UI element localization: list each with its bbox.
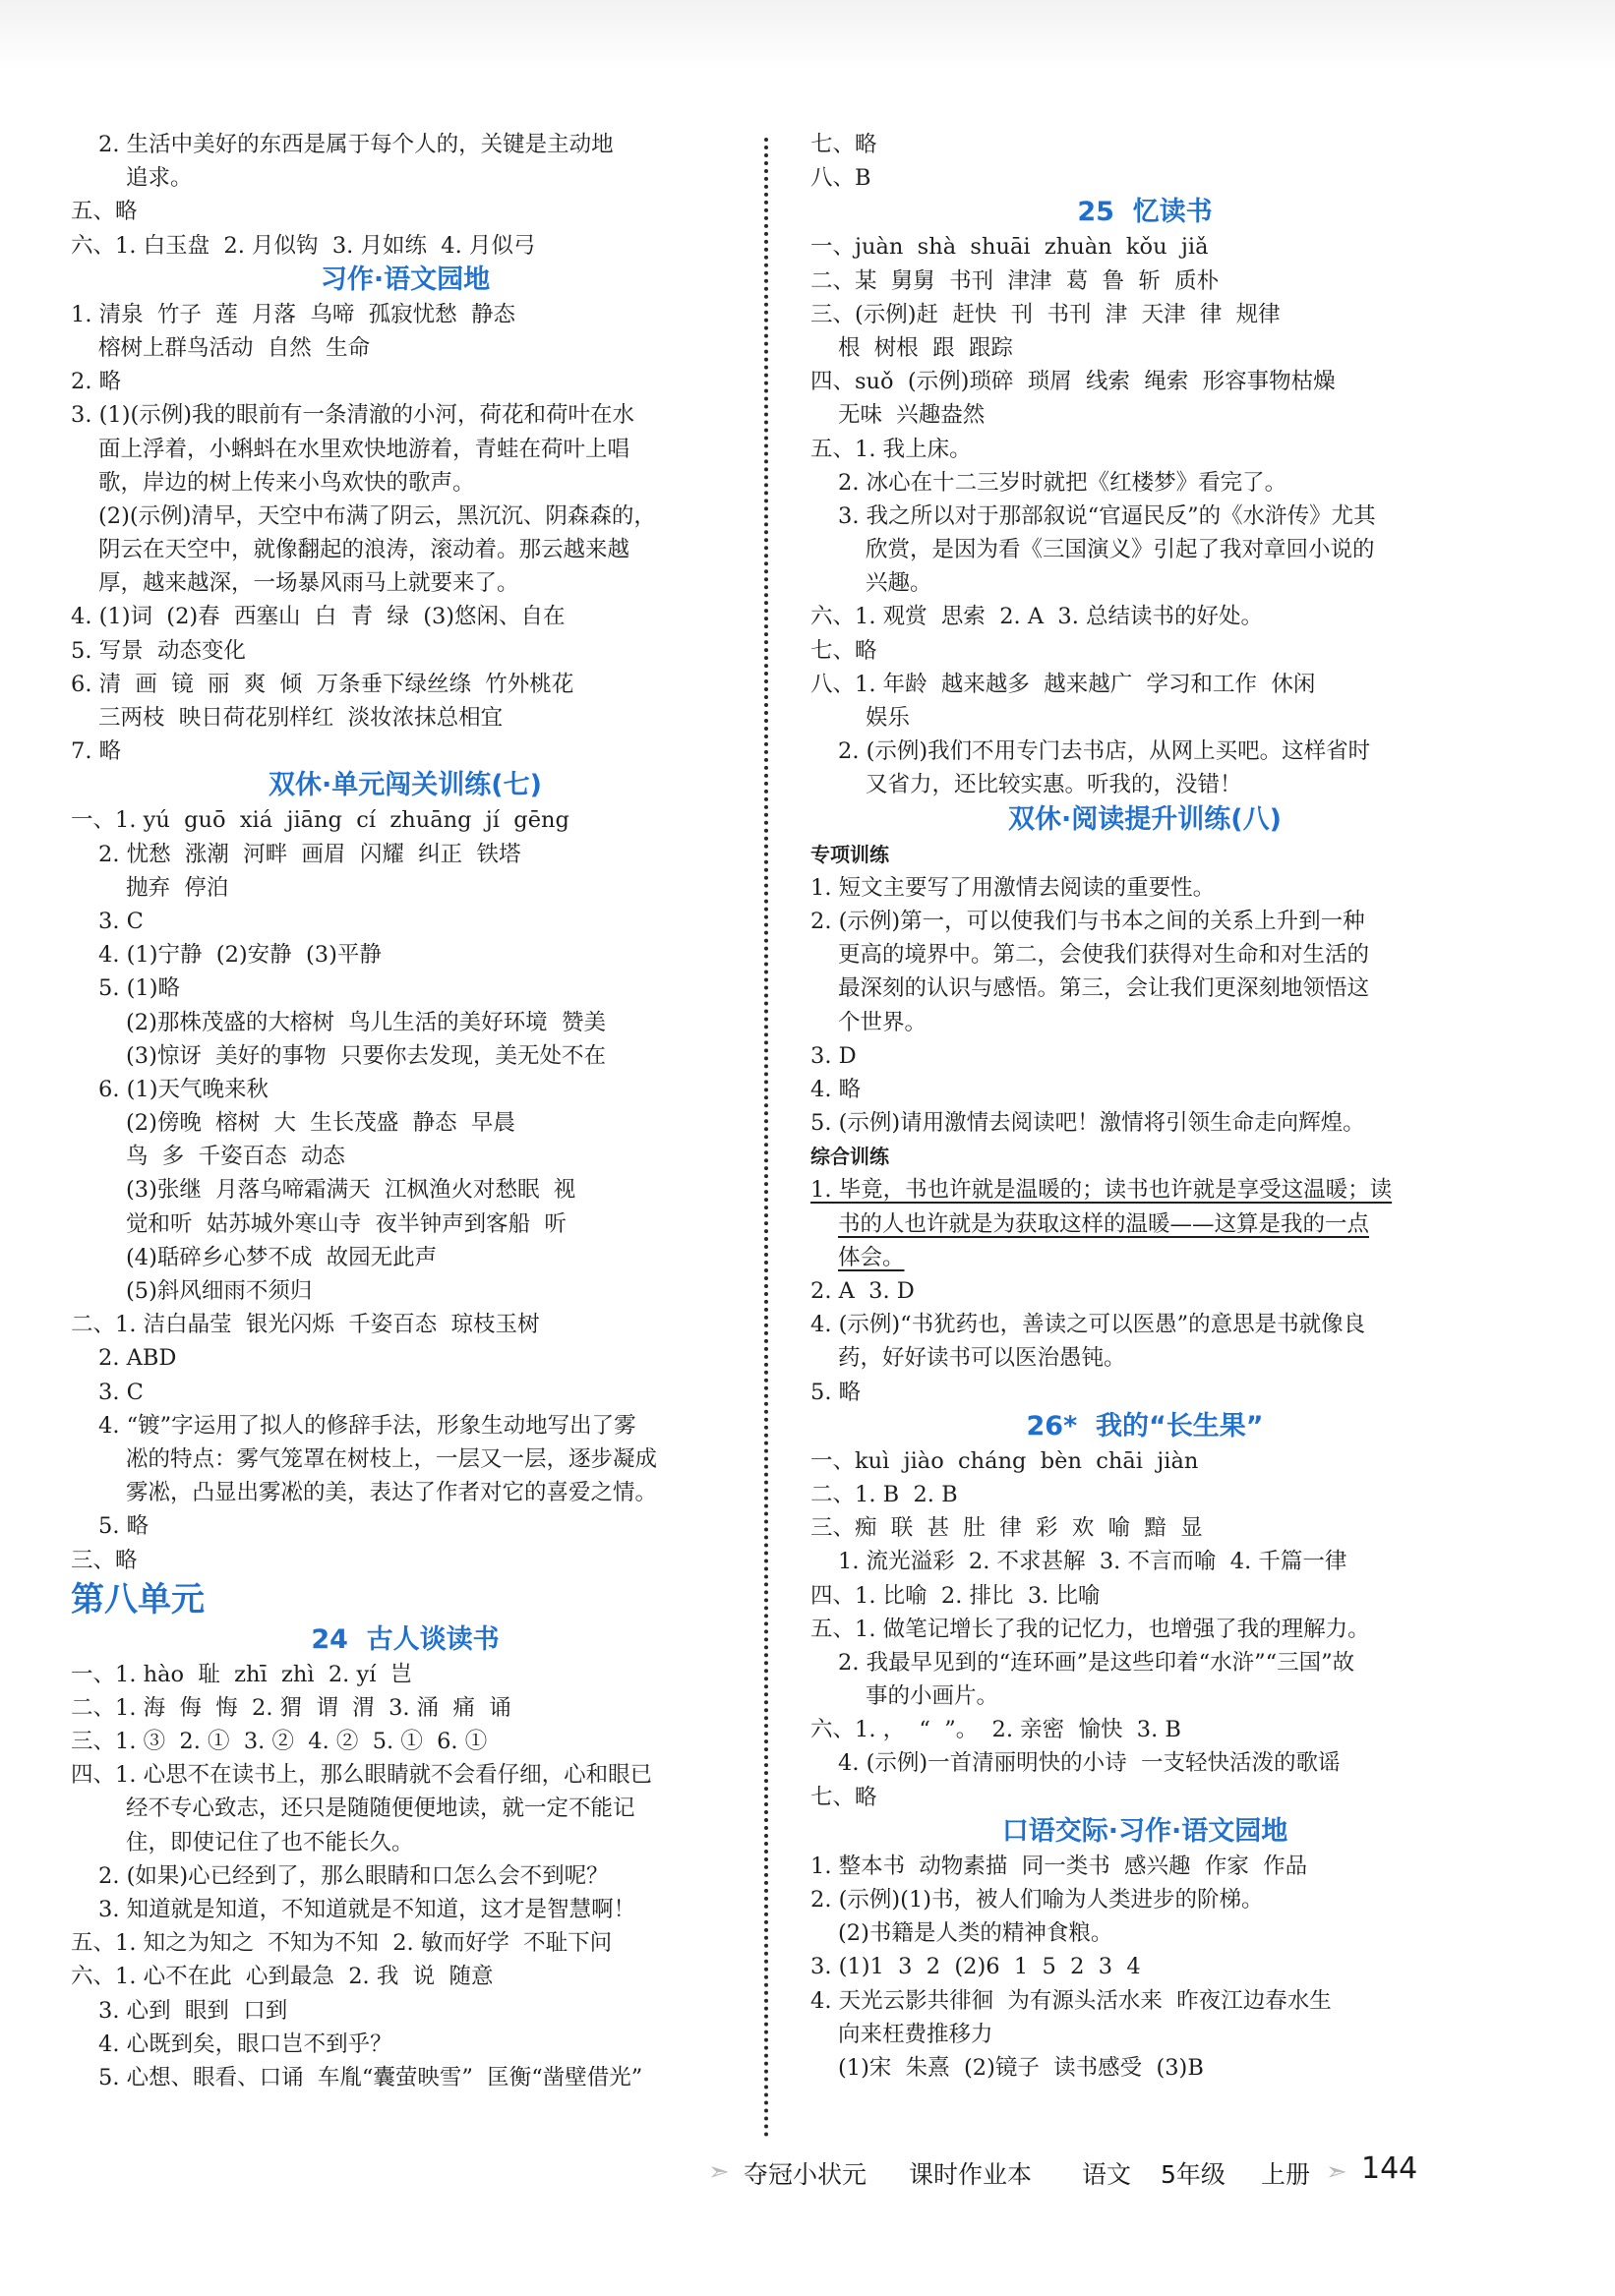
- right-answer-line: (2)书籍是人类的精神食粮。: [838, 1920, 1113, 1947]
- right-answer-line: 4. (示例)一首清丽明快的小诗 一支轻快活泼的歌谣: [838, 1750, 1341, 1777]
- left-answer-line: 抛弃 停泊: [126, 874, 229, 901]
- right-answer-line: 三、(示例)赶 赶快 刊 书刊 津 天津 律 规律: [810, 301, 1281, 327]
- left-answer-line: 1. 清泉 竹子 莲 月落 乌啼 孤寂忧愁 静态: [71, 301, 515, 327]
- left-answer-line: (3)张继 月落乌啼霜满天 江枫渔火对愁眠 视: [126, 1177, 576, 1204]
- left-answer-line: (2)那株茂盛的大榕树 鸟儿生活的美好环境 赞美: [126, 1009, 606, 1035]
- right-answer-line: 事的小画片。: [866, 1683, 999, 1710]
- left-answer-line: 5. 心想、眼看、口诵 车胤“囊萤映雪” 匡衡“凿壁借光”: [98, 2064, 643, 2090]
- right-column: [810, 128, 1479, 2085]
- right-answer-line: 最深刻的认识与感悟。第三，会让我们更深刻地领悟这: [838, 975, 1370, 1002]
- footer-grade: 5年级: [1161, 2160, 1226, 2189]
- right-answer-line: 二、1. B 2. B: [810, 1481, 958, 1507]
- footer-subject: 语文: [1082, 2160, 1132, 2189]
- right-answer-line: 3. 我之所以对于那部叙说“官逼民反”的《水浒传》尤其: [838, 502, 1376, 529]
- right-answer-line: 3. (1)1 3 2 (2)6 1 5 2 3 4: [810, 1954, 1141, 1980]
- right-answer-line: 六、1. 观赏 思索 2. A 3. 总结读书的好处。: [810, 604, 1264, 630]
- left-answer-line: 4. “镀”字运用了拟人的修辞手法，形象生动地写出了雾: [98, 1412, 636, 1439]
- right-answer-line: 4. 略: [810, 1076, 862, 1102]
- right-answer-line: 根 树根 跟 跟踪: [838, 334, 1013, 361]
- left-answer-line: 4. (1)宁静 (2)安静 (3)平静: [98, 942, 382, 969]
- left-answer-line: 二、1. 洁白晶莹 银光闪烁 千姿百态 琼枝玉树: [71, 1312, 540, 1338]
- left-answer-line: (4)聒碎乡心梦不成 故园无此声: [126, 1244, 438, 1270]
- left-answer-line: 阴云在天空中，就像翻起的浪涛，滚动着。那云越来越: [98, 537, 630, 563]
- right-answer-line: 个世界。: [838, 1009, 927, 1035]
- section-heading: 双休·单元闯关训练(七): [269, 770, 542, 801]
- left-answer-line: (2)傍晚 榕树 大 生长茂盛 静态 早晨: [126, 1110, 515, 1137]
- left-answer-line: 追求。: [126, 165, 193, 192]
- left-answer-line: 4. (1)词 (2)春 西塞山 白 青 绿 (3)悠闲、自在: [71, 604, 566, 630]
- right-answer-line: 2. 我最早见到的“连环画”是这些印着“水浒”“三国”故: [838, 1649, 1355, 1676]
- left-answer-line: 3. C: [98, 1379, 144, 1405]
- right-answer-line: 2. (示例)(1)书，被人们喻为人类进步的阶梯。: [810, 1887, 1264, 1913]
- right-answer-line: 1. 整本书 动物素描 同一类书 感兴趣 作家 作品: [810, 1853, 1308, 1879]
- left-answer-line: 5. 写景 动态变化: [71, 637, 246, 664]
- right-answer-line: 八、B: [810, 165, 871, 192]
- left-answer-line: (5)斜风细雨不须归: [126, 1278, 313, 1304]
- left-answer-line: 3. 知道就是知道，不知道就是不知道，这才是智慧啊！: [98, 1897, 636, 1922]
- right-answer-line: 2. 冰心在十二三岁时就把《红楼梦》看完了。: [838, 469, 1287, 496]
- left-answer-line: 雾凇，凸显出雾凇的美，表达了作者对它的喜爱之情。: [126, 1480, 658, 1506]
- left-answer-line: 面上浮着，小蝌蚪在水里欢快地游着，青蛙在荷叶上唱: [98, 436, 630, 462]
- footer-volume: 上册: [1261, 2160, 1311, 2189]
- left-answer-line: 6. (1)天气晚来秋: [98, 1076, 269, 1102]
- left-answer-line: 2. ABD: [98, 1345, 177, 1372]
- left-answer-line: 榕树上群鸟活动 自然 生命: [98, 334, 371, 361]
- right-answer-line: 书的人也许就是为获取这样的温暖——这算是我的一点: [838, 1210, 1370, 1237]
- footer-arrow-icon: ➣: [1326, 2157, 1347, 2187]
- right-answer-line: 2. (示例)我们不用专门去书店，从网上买吧。这样省时: [838, 738, 1371, 765]
- left-answer-line: 3. C: [98, 908, 144, 934]
- left-answer-line: 2. 忧愁 涨潮 河畔 画眉 闪耀 纠正 铁塔: [98, 841, 521, 867]
- right-answer-line: 向来枉费推移力: [838, 2021, 993, 2047]
- left-answer-line: 三、1. ③ 2. ① 3. ② 4. ② 5. ① 6. ①: [71, 1729, 488, 1755]
- section-heading: 习作·语文园地: [320, 264, 491, 295]
- left-answer-line: 7. 略: [71, 738, 122, 765]
- left-answer-line: 二、1. 海 侮 悔 2. 猬 谓 渭 3. 涌 痛 诵: [71, 1694, 511, 1721]
- page-top-shade: [0, 0, 1615, 69]
- footer-book: 课时作业本: [909, 2160, 1033, 2189]
- right-answer-line: 5. (示例)请用激情去阅读吧！激情将引领生命走向辉煌。: [810, 1110, 1365, 1137]
- right-answer-line: 无味 兴趣盎然: [838, 402, 986, 429]
- section-heading: 26* 我的“长生果”: [1026, 1410, 1264, 1442]
- right-answer-line: 八、1. 年龄 越来越多 越来越广 学习和工作 休闲: [810, 671, 1316, 697]
- left-answer-line: 2. (如果)心已经到了，那么眼睛和口怎么会不到呢？: [98, 1862, 609, 1889]
- left-answer-line: 6. 清 画 镜 丽 爽 倾 万条垂下绿丝绦 竹外桃花: [71, 671, 574, 697]
- unit-title: 第八单元: [71, 1579, 205, 1619]
- left-answer-line: 六、1. 白玉盘 2. 月似钩 3. 月如练 4. 月似弓: [71, 232, 536, 259]
- left-answer-line: 厚，越来越深，一场暴风雨马上就要来了。: [98, 570, 519, 597]
- left-answer-line: 4. 心既到矣，眼口岂不到乎？: [98, 2031, 392, 2057]
- footer-brand: 夺冠小状元: [744, 2160, 867, 2189]
- right-answer-line: 四、suǒ (示例)琐碎 琐屑 线索 绳索 形容事物枯燥: [810, 369, 1336, 395]
- right-answer-line: 五、1. 我上床。: [810, 436, 972, 462]
- right-answer-line: 体会。: [838, 1244, 905, 1270]
- left-answer-line: 5. 略: [98, 1513, 150, 1540]
- right-answer-line: 七、略: [810, 637, 877, 664]
- left-answer-line: 四、1. 心思不在读书上，那么眼睛就不会看仔细，心和眼已: [71, 1762, 653, 1789]
- right-answer-line: 5. 略: [810, 1379, 862, 1405]
- left-answer-line: 一、1. hào 耻 zhī zhì 2. yí 岂: [71, 1661, 413, 1687]
- page-footer: [0, 2144, 1615, 2203]
- right-answer-line: 七、略: [810, 1784, 877, 1810]
- right-answer-line: 2. (示例)第一，可以使我们与书本之间的关系上升到一种: [810, 908, 1365, 934]
- section-heading: 口语交际·习作·语文园地: [1001, 1815, 1288, 1847]
- right-answer-line: 药，好好读书可以医治愚钝。: [838, 1345, 1126, 1372]
- left-answer-line: 三两枝 映日荷花别样红 淡妆浓抹总相宜: [98, 705, 504, 731]
- right-answer-line: 一、juàn shà shuāi zhuàn kǒu jiǎ: [810, 234, 1209, 261]
- left-answer-line: 2. 略: [71, 369, 122, 395]
- left-answer-line: 凇的特点：雾气笼罩在树枝上，一层又一层，逐步凝成: [126, 1445, 658, 1472]
- right-answer-line: 1. 毕竟，书也许就是温暖的；读书也许就是享受这温暖；读: [810, 1177, 1393, 1204]
- section-heading: 双休·阅读提升训练(八): [1008, 803, 1282, 835]
- subsection-label: 专项训练: [810, 842, 889, 866]
- left-answer-line: 3. (1)(示例)我的眼前有一条清澈的小河，荷花和荷叶在水: [71, 402, 635, 429]
- right-answer-line: 四、1. 比喻 2. 排比 3. 比喻: [810, 1582, 1101, 1609]
- left-answer-line: (2)(示例)清早，天空中布满了阴云，黑沉沉、阴森森的，: [98, 502, 656, 529]
- left-answer-line: 住，即使记住了也不能长久。: [126, 1829, 414, 1855]
- right-answer-line: 更高的境界中。第二，会使我们获得对生命和对生活的: [838, 942, 1370, 969]
- right-answer-line: 七、略: [810, 132, 877, 157]
- right-answer-line: 欣赏，是因为看《三国演义》引起了我对章回小说的: [866, 537, 1375, 563]
- section-heading: 25 忆读书: [1077, 197, 1213, 228]
- right-answer-line: (1)宋 朱熹 (2)镜子 读书感受 (3)B: [838, 2054, 1204, 2081]
- right-answer-line: 又省力，还比较实惠。听我的，没错！: [866, 772, 1242, 798]
- left-answer-line: 觉和听 姑苏城外寒山寺 夜半钟声到客船 听: [126, 1210, 567, 1237]
- right-answer-line: 一、kuì jiào cháng bèn chāi jiàn: [810, 1447, 1199, 1474]
- right-answer-line: 3. D: [810, 1042, 857, 1069]
- left-answer-line: 鸟 多 千姿百态 动态: [126, 1144, 345, 1170]
- right-answer-line: 1. 短文主要写了用激情去阅读的重要性。: [810, 874, 1216, 901]
- right-answer-line: 六、1. ， “ ”。 2. 亲密 愉快 3. B: [810, 1717, 1181, 1743]
- left-answer-line: 歌，岸边的树上传来小鸟欢快的歌声。: [98, 469, 475, 496]
- left-answer-line: 五、1. 知之为知之 不知为不知 2. 敏而好学 不耻下问: [71, 1930, 613, 1957]
- right-answer-line: 4. (示例)“书犹药也，善读之可以医愚”的意思是书就像良: [810, 1312, 1366, 1338]
- left-answer-line: 一、1. yú guō xiá jiāng cí zhuāng jí gēng: [71, 807, 569, 834]
- right-answer-line: 五、1. 做笔记增长了我的记忆力，也增强了我的理解力。: [810, 1616, 1370, 1642]
- subsection-label: 综合训练: [810, 1145, 889, 1169]
- section-heading: 24 古人谈读书: [311, 1623, 500, 1655]
- left-answer-line: 5. (1)略: [98, 975, 180, 1002]
- footer-page-number: 144: [1361, 2151, 1418, 2186]
- right-answer-line: 1. 流光溢彩 2. 不求甚解 3. 不言而喻 4. 千篇一律: [838, 1549, 1347, 1575]
- left-answer-line: 三、略: [71, 1547, 138, 1573]
- right-answer-line: 二、某 舅舅 书刊 津津 葛 鲁 斩 质朴: [810, 267, 1220, 294]
- right-answer-line: 4. 天光云影共徘徊 为有源头活水来 昨夜江边春水生: [810, 1987, 1332, 2014]
- right-answer-line: 娱乐: [866, 705, 911, 731]
- left-answer-line: 五、略: [71, 199, 138, 225]
- left-answer-line: 经不专心致志，还只是随随便便地读，就一定不能记: [126, 1796, 635, 1822]
- left-answer-line: 六、1. 心不在此 心到最急 2. 我 说 随意: [71, 1964, 494, 1990]
- right-answer-line: 2. A 3. D: [810, 1278, 915, 1304]
- left-answer-line: 2. 生活中美好的东西是属于每个人的，关键是主动地: [98, 132, 614, 157]
- column-divider: [764, 138, 768, 2139]
- right-answer-line: 三、痴 联 甚 肚 律 彩 欢 喻 黯 显: [810, 1515, 1203, 1542]
- right-answer-line: 兴趣。: [866, 570, 932, 597]
- left-column: [71, 128, 740, 2094]
- left-answer-line: (3)惊讶 美好的事物 只要你去发现，美无处不在: [126, 1042, 606, 1069]
- footer-arrow-icon: ➣: [708, 2157, 730, 2187]
- left-answer-line: 3. 心到 眼到 口到: [98, 1997, 288, 2024]
